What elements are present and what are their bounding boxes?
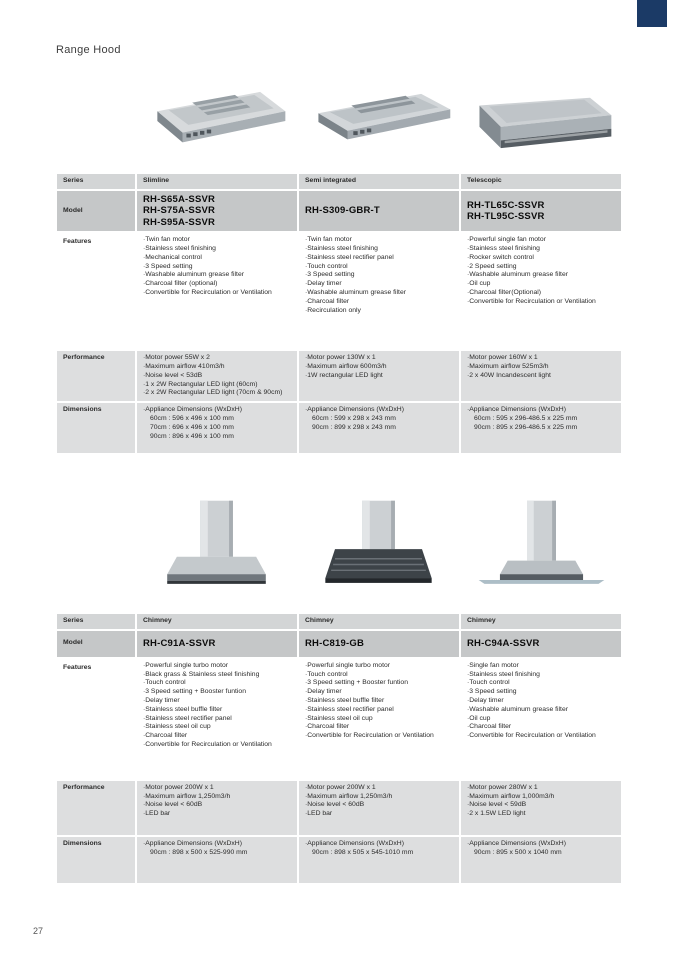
model-list <box>305 638 454 650</box>
feature-item: · Stainless steel finishing <box>467 671 616 680</box>
feature-list <box>143 662 292 750</box>
spacer-cell <box>55 490 135 606</box>
performance-cell <box>136 780 298 836</box>
feature-item: · Delay timer <box>305 280 454 289</box>
series-row <box>56 173 622 190</box>
model-cell <box>460 190 622 233</box>
dimensions-title-wrap <box>143 406 292 415</box>
dimensions-cell <box>136 836 298 884</box>
spec-table-chimney-hoods <box>55 612 623 885</box>
feature-item: · Stainless steel finishing <box>467 245 616 254</box>
row-label-model: Model <box>56 190 136 233</box>
dimension-line: 90cm : 898 x 500 x 525-990 mm <box>150 848 248 856</box>
feature-item: · Stainless steel rectifier panel <box>143 715 292 724</box>
performance-item: · 1W rectangular LED light <box>305 372 454 381</box>
performance-item: · Motor power 130W x 1 <box>305 354 454 363</box>
product-photo-telescopic <box>460 70 623 166</box>
performance-item: · Motor power 200W x 1 <box>305 784 454 793</box>
model-name: RH-C94A-SSVR <box>467 638 540 650</box>
model-row <box>56 630 622 658</box>
performance-list <box>467 354 616 380</box>
feature-item: · Single fan motor <box>467 662 616 671</box>
telescopic-hood-image <box>462 76 622 166</box>
feature-item: · Stainless steel oil cup <box>143 723 292 732</box>
feature-item: · Touch control <box>143 679 292 688</box>
feature-item: · Stainless steel buffle filter <box>305 697 454 706</box>
feature-item: · Powerful single turbo motor <box>305 662 454 671</box>
dimensions-title: · Appliance Dimensions (WxDxH) <box>143 406 292 415</box>
features-cell <box>136 658 298 780</box>
feature-item: · Black grass & Stainless steel finishing <box>143 671 292 680</box>
row-label-performance: Performance <box>56 350 136 402</box>
model-list <box>143 194 292 229</box>
feature-item: · Stainless steel rectifier panel <box>305 706 454 715</box>
product-photo-chimney-1 <box>135 490 298 606</box>
feature-item: · Delay timer <box>143 697 292 706</box>
model-name: RH-TL65C-SSVR <box>467 199 545 211</box>
dimensions-title-wrap <box>305 840 454 849</box>
page-title: Range Hood <box>56 44 121 56</box>
model-list <box>143 638 292 650</box>
model-name: RH-S75A-SSVR <box>143 205 216 217</box>
performance-row <box>56 350 622 402</box>
feature-item: · Charcoal filter (optional) <box>143 280 292 289</box>
series-value: Chimney <box>136 613 298 630</box>
dimensions-cell <box>460 402 622 454</box>
dimensions-title-wrap <box>305 406 454 415</box>
performance-item: · 2 x 1.5W LED light <box>467 810 616 819</box>
model-name: RH-S309-GBR-T <box>305 205 380 217</box>
feature-item: · Oil cup <box>467 280 616 289</box>
feature-item: · Oil cup <box>467 715 616 724</box>
model-cell <box>136 630 298 658</box>
performance-item: · Noise level < 59dB <box>467 801 616 810</box>
performance-item: · Maximum airflow 410m3/h <box>143 363 292 372</box>
feature-item: · Stainless steel finishing <box>143 245 292 254</box>
features-cell <box>460 232 622 350</box>
dimension-line: 90cm : 898 x 505 x 545-1010 mm <box>312 848 414 856</box>
dimensions-row <box>56 402 622 454</box>
model-list <box>305 205 454 217</box>
feature-item: · Stainless steel buffle filter <box>143 706 292 715</box>
series-value: Telescopic <box>460 173 622 190</box>
model-name: RH-S65A-SSVR <box>143 193 216 205</box>
feature-item: · Convertible for Recirculation or Ventilation <box>143 289 292 298</box>
performance-item: · LED bar <box>305 810 454 819</box>
performance-item: · Motor power 200W x 1 <box>143 784 292 793</box>
row-label-dimensions: Dimensions <box>56 836 136 884</box>
feature-item: · Powerful single fan motor <box>467 236 616 245</box>
performance-cell <box>460 780 622 836</box>
performance-item: · Noise level < 60dB <box>305 801 454 810</box>
features-row <box>56 658 622 780</box>
feature-item: · Powerful single turbo motor <box>143 662 292 671</box>
dimension-list <box>305 415 454 433</box>
performance-cell <box>136 350 298 402</box>
feature-item: · Charcoal filter <box>305 298 454 307</box>
dimensions-cell <box>136 402 298 454</box>
feature-item: · 3 Speed setting <box>467 688 616 697</box>
performance-item: · Maximum airflow 1,250m3/h <box>143 793 292 802</box>
dimension-list <box>467 849 616 858</box>
feature-item: · Touch control <box>305 263 454 272</box>
feature-item: · Convertible for Recirculation or Ventilation <box>467 298 616 307</box>
dimension-line: 60cm : 599 x 298 x 243 mm <box>312 415 396 423</box>
dimensions-title-wrap <box>143 840 292 849</box>
product-photo-semi-integrated <box>298 70 461 166</box>
feature-item: · Delay timer <box>305 688 454 697</box>
dimensions-row <box>56 836 622 884</box>
series-value: Slimline <box>136 173 298 190</box>
dimensions-title: · Appliance Dimensions (WxDxH) <box>467 840 616 849</box>
row-label-performance: Performance <box>56 780 136 836</box>
feature-list <box>143 236 292 298</box>
dimensions-title-wrap <box>467 406 616 415</box>
spacer-cell <box>55 70 135 166</box>
product-photos-row-1 <box>55 70 623 166</box>
spec-table-slim-hoods <box>55 172 623 455</box>
dimension-list <box>305 849 454 858</box>
performance-item: · Maximum airflow 1,250m3/h <box>305 793 454 802</box>
feature-item: · Touch control <box>467 679 616 688</box>
performance-item: · Maximum airflow 600m3/h <box>305 363 454 372</box>
feature-item: · 3 Speed setting + Booster funtion <box>305 679 454 688</box>
feature-list <box>305 662 454 741</box>
feature-item: · Twin fan motor <box>143 236 292 245</box>
model-name: RH-S95A-SSVR <box>143 216 216 228</box>
performance-row <box>56 780 622 836</box>
performance-item: · Motor power 280W x 1 <box>467 784 616 793</box>
feature-item: · Twin fan motor <box>305 236 454 245</box>
dimension-line: 60cm : 595 x 296-486.5 x 225 mm <box>474 415 578 423</box>
feature-item: · Convertible for Recirculation or Ventilation <box>467 732 616 741</box>
row-label-features: Features <box>56 232 136 350</box>
model-list <box>467 638 616 650</box>
performance-list <box>143 784 292 819</box>
performance-item: · 1 x 2W Rectangular LED light (60cm) <box>143 381 292 390</box>
dimensions-cell <box>298 402 460 454</box>
features-cell <box>460 658 622 780</box>
dimensions-title: · Appliance Dimensions (WxDxH) <box>305 406 454 415</box>
feature-item: · Stainless steel oil cup <box>305 715 454 724</box>
slimline-hood-image <box>136 76 296 166</box>
performance-item: · Noise level < 60dB <box>143 801 292 810</box>
page-corner-marker <box>637 0 667 27</box>
dimension-list <box>467 415 616 433</box>
row-label-dimensions: Dimensions <box>56 402 136 454</box>
model-row <box>56 190 622 233</box>
model-name: RH-TL95C-SSVR <box>467 211 545 223</box>
feature-item: · Convertible for Recirculation or Ventilation <box>305 732 454 741</box>
dimensions-cell <box>460 836 622 884</box>
model-list <box>467 200 616 223</box>
feature-item: · Rocker switch control <box>467 254 616 263</box>
performance-list <box>305 354 454 380</box>
dimensions-title: · Appliance Dimensions (WxDxH) <box>143 840 292 849</box>
product-photo-slimline <box>135 70 298 166</box>
features-cell <box>298 232 460 350</box>
performance-cell <box>460 350 622 402</box>
performance-list <box>467 784 616 819</box>
performance-list <box>143 354 292 398</box>
row-label-model: Model <box>56 630 136 658</box>
performance-cell <box>298 780 460 836</box>
model-name: RH-C91A-SSVR <box>143 638 216 650</box>
model-cell <box>136 190 298 233</box>
series-value: Chimney <box>298 613 460 630</box>
performance-list <box>305 784 454 819</box>
chimney-hood-image-3 <box>469 496 614 606</box>
feature-item: · Mechanical control <box>143 254 292 263</box>
performance-item: · Maximum airflow 1,000m3/h <box>467 793 616 802</box>
feature-list <box>467 662 616 741</box>
model-cell <box>298 630 460 658</box>
feature-item: · 3 Speed setting + Booster funtion <box>143 688 292 697</box>
model-cell <box>460 630 622 658</box>
row-label-features: Features <box>56 658 136 780</box>
dimension-line: 70cm : 696 x 496 x 100 mm <box>150 423 234 431</box>
feature-item: · Charcoal filter(Optional) <box>467 289 616 298</box>
features-cell <box>298 658 460 780</box>
feature-item: · 3 Speed setting <box>305 271 454 280</box>
dimension-line: 90cm : 896 x 496 x 100 mm <box>150 432 234 440</box>
feature-item: · Recirculation only <box>305 307 454 316</box>
page-number: 27 <box>33 926 44 936</box>
semi-integrated-hood-image <box>299 76 459 166</box>
dimension-line: 90cm : 895 x 296-486.5 x 225 mm <box>474 423 578 431</box>
feature-item: · Charcoal filter <box>467 723 616 732</box>
feature-item: · 2 Speed setting <box>467 263 616 272</box>
feature-item: · Washable aluminum grease filter <box>143 271 292 280</box>
performance-cell <box>298 350 460 402</box>
features-row <box>56 232 622 350</box>
dimension-list <box>143 849 292 858</box>
dimensions-title: · Appliance Dimensions (WxDxH) <box>467 406 616 415</box>
feature-item: · Washable aluminum grease filter <box>467 706 616 715</box>
dimension-list <box>143 415 292 441</box>
feature-item: · Stainless steel rectifier panel <box>305 254 454 263</box>
dimensions-title: · Appliance Dimensions (WxDxH) <box>305 840 454 849</box>
feature-item: · 3 Speed setting <box>143 263 292 272</box>
chimney-hood-image-1 <box>144 496 289 606</box>
product-photo-chimney-2 <box>298 490 461 606</box>
feature-item: · Stainless steel finishing <box>305 245 454 254</box>
product-photos-row-2 <box>55 490 623 606</box>
dimensions-cell <box>298 836 460 884</box>
dimension-line: 90cm : 899 x 298 x 243 mm <box>312 423 396 431</box>
dimension-line: 90cm : 895 x 500 x 1040 mm <box>474 848 562 856</box>
performance-item: · Noise level < 53dB <box>143 372 292 381</box>
series-value: Chimney <box>460 613 622 630</box>
feature-item: · Washable aluminum grease filter <box>467 271 616 280</box>
performance-item: · 2 x 40W Incandescent light <box>467 372 616 381</box>
performance-item: · 2 x 2W Rectangular LED light (70cm & 90cm) <box>143 389 292 398</box>
dimension-line: 60cm : 596 x 496 x 100 mm <box>150 415 234 423</box>
series-row <box>56 613 622 630</box>
row-label-series: Series <box>56 173 136 190</box>
feature-item: · Charcoal filter <box>143 732 292 741</box>
chimney-hood-image-2 <box>306 496 451 606</box>
performance-item: · Maximum airflow 525m3/h <box>467 363 616 372</box>
feature-item: · Convertible for Recirculation or Ventilation <box>143 741 292 750</box>
feature-item: · Delay timer <box>467 697 616 706</box>
feature-list <box>467 236 616 306</box>
feature-item: · Charcoal filter <box>305 723 454 732</box>
series-value: Semi integrated <box>298 173 460 190</box>
row-label-series: Series <box>56 613 136 630</box>
model-cell <box>298 190 460 233</box>
feature-item: · Washable aluminum grease filter <box>305 289 454 298</box>
performance-item: · Motor power 160W x 1 <box>467 354 616 363</box>
features-cell <box>136 232 298 350</box>
dimensions-title-wrap <box>467 840 616 849</box>
model-name: RH-C819-GB <box>305 638 365 650</box>
performance-item: · Motor power 55W x 2 <box>143 354 292 363</box>
feature-item: · Touch control <box>305 671 454 680</box>
product-photo-chimney-3 <box>460 490 623 606</box>
performance-item: · LED bar <box>143 810 292 819</box>
feature-list <box>305 236 454 315</box>
